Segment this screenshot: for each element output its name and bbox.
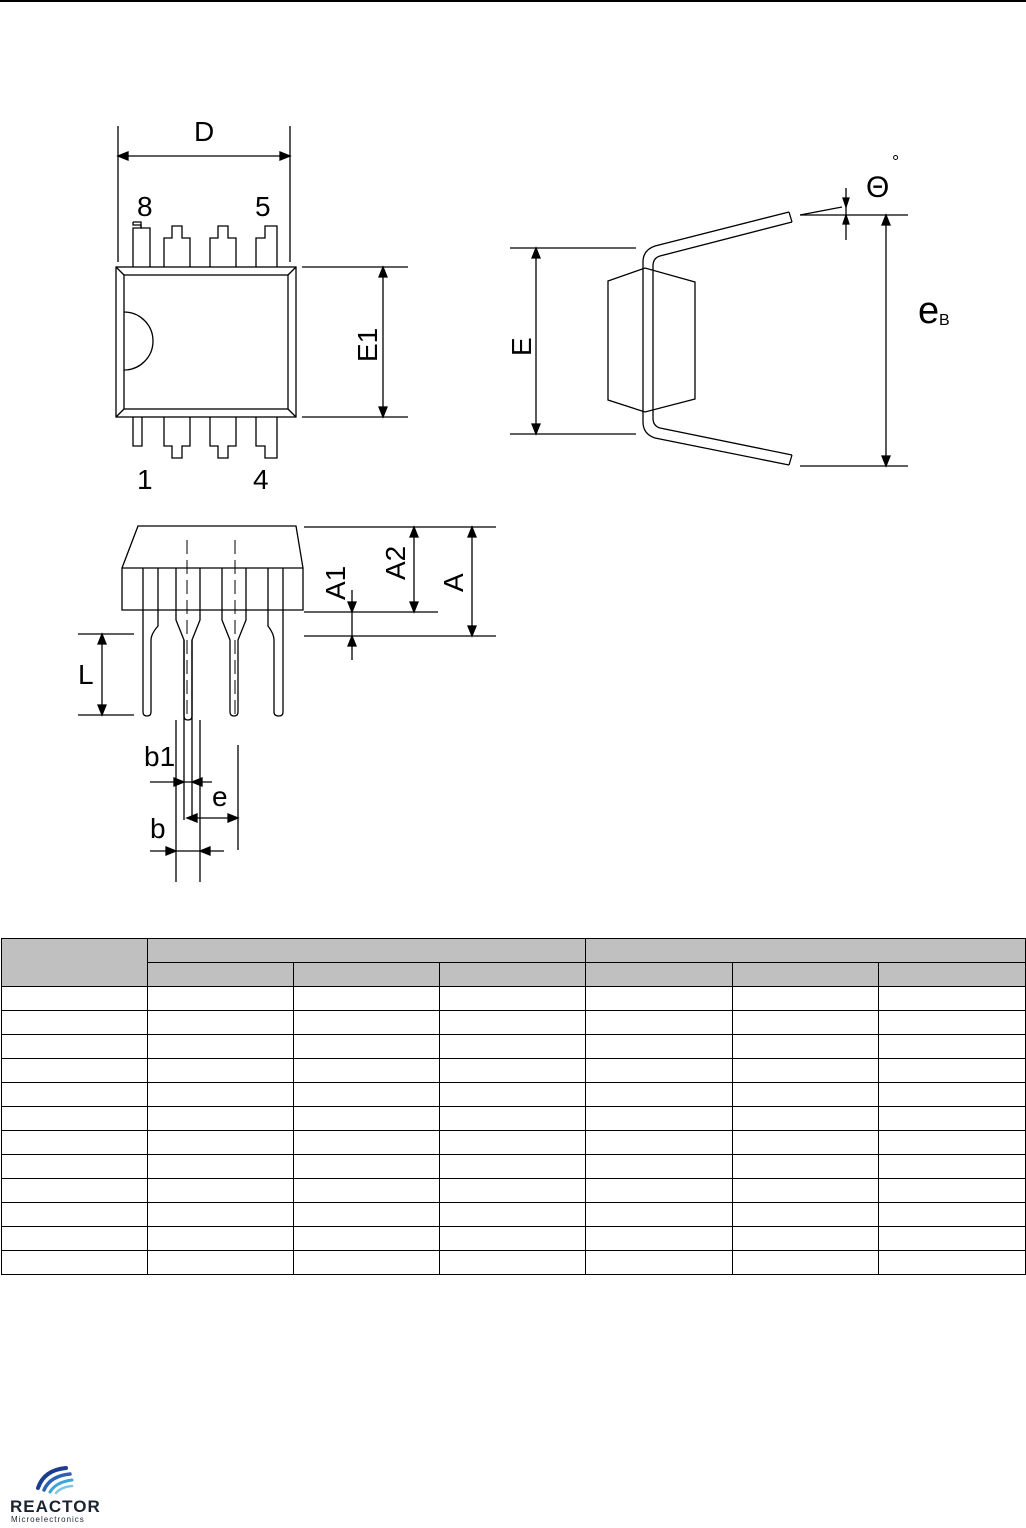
- value-cell: [440, 1179, 586, 1203]
- label-L: L: [78, 659, 94, 690]
- value-cell: [733, 1155, 879, 1179]
- table-body: [2, 987, 1026, 1275]
- label-A1: A1: [320, 565, 351, 600]
- value-cell: [148, 1011, 294, 1035]
- symbol-header: [2, 939, 148, 987]
- symbol-cell: [2, 1131, 148, 1155]
- symbol-cell: [2, 1179, 148, 1203]
- label-theta: Θ: [866, 171, 890, 204]
- label-A2: A2: [380, 545, 411, 580]
- sub-header: [879, 963, 1026, 987]
- value-cell: [440, 1227, 586, 1251]
- table-row: [2, 987, 1026, 1011]
- sub-header: [440, 963, 586, 987]
- value-cell: [440, 1059, 586, 1083]
- value-cell: [879, 1155, 1026, 1179]
- value-cell: [733, 1107, 879, 1131]
- symbol-cell: [2, 1203, 148, 1227]
- value-cell: [733, 1035, 879, 1059]
- value-cell: [148, 1203, 294, 1227]
- value-cell: [733, 1083, 879, 1107]
- value-cell: [148, 1083, 294, 1107]
- value-cell: [586, 1179, 733, 1203]
- label-pin-1: 1: [137, 464, 153, 495]
- label-E1: E1: [352, 327, 383, 362]
- value-cell: [148, 1179, 294, 1203]
- symbol-cell: [2, 1227, 148, 1251]
- sub-header: [294, 963, 440, 987]
- symbol-cell: [2, 1059, 148, 1083]
- table-row: [2, 1011, 1026, 1035]
- value-cell: [294, 1107, 440, 1131]
- value-cell: [294, 987, 440, 1011]
- value-cell: [148, 1107, 294, 1131]
- value-cell: [440, 1251, 586, 1275]
- value-cell: [733, 1203, 879, 1227]
- value-cell: [586, 1059, 733, 1083]
- label-pin-8: 8: [137, 191, 153, 222]
- table-row: [2, 1203, 1026, 1227]
- table-row: [2, 1035, 1026, 1059]
- label-pin-5: 5: [255, 191, 271, 222]
- table-row: [2, 1227, 1026, 1251]
- value-cell: [294, 1179, 440, 1203]
- table-row: [2, 1059, 1026, 1083]
- label-degree: °: [892, 152, 900, 172]
- symbol-cell: [2, 1011, 148, 1035]
- value-cell: [294, 1035, 440, 1059]
- value-cell: [294, 1251, 440, 1275]
- value-cell: [440, 1203, 586, 1227]
- value-cell: [148, 1131, 294, 1155]
- value-cell: [586, 1107, 733, 1131]
- value-cell: [148, 1035, 294, 1059]
- logo-name: REACTOR: [10, 1497, 101, 1516]
- value-cell: [148, 1155, 294, 1179]
- value-cell: [586, 1083, 733, 1107]
- value-cell: [879, 1083, 1026, 1107]
- top-view: [116, 126, 408, 458]
- table-row: [2, 1179, 1026, 1203]
- value-cell: [733, 1227, 879, 1251]
- side-view: [78, 526, 496, 882]
- value-cell: [440, 987, 586, 1011]
- value-cell: [879, 1011, 1026, 1035]
- logo-subtitle: Microelectronics: [11, 1515, 85, 1524]
- dimension-table: [1, 938, 1026, 1275]
- symbol-cell: [2, 987, 148, 1011]
- label-e: e: [212, 781, 228, 812]
- label-eB-subscript: B: [939, 312, 950, 329]
- symbol-cell: [2, 1083, 148, 1107]
- value-cell: [440, 1107, 586, 1131]
- symbol-cell: [2, 1251, 148, 1275]
- value-cell: [586, 1131, 733, 1155]
- label-b1: b1: [144, 741, 176, 772]
- value-cell: [586, 1251, 733, 1275]
- value-cell: [586, 1155, 733, 1179]
- value-cell: [148, 1251, 294, 1275]
- value-cell: [148, 1227, 294, 1251]
- value-cell: [586, 1035, 733, 1059]
- value-cell: [294, 1011, 440, 1035]
- logo-swoosh-icon: [38, 1468, 72, 1493]
- label-E: E: [506, 337, 537, 356]
- label-pin-4: 4: [253, 464, 269, 495]
- value-cell: [586, 1011, 733, 1035]
- table-row: [2, 1131, 1026, 1155]
- value-cell: [440, 1155, 586, 1179]
- label-A: A: [438, 573, 469, 592]
- table-row: [2, 1083, 1026, 1107]
- value-cell: [294, 1203, 440, 1227]
- sub-header: [586, 963, 733, 987]
- value-cell: [586, 1227, 733, 1251]
- value-cell: [294, 1155, 440, 1179]
- symbol-cell: [2, 1155, 148, 1179]
- table-row: [2, 1251, 1026, 1275]
- value-cell: [440, 1131, 586, 1155]
- group-header: [586, 939, 1026, 963]
- end-view: [510, 188, 908, 466]
- value-cell: [879, 1035, 1026, 1059]
- value-cell: [586, 1203, 733, 1227]
- value-cell: [586, 987, 733, 1011]
- value-cell: [294, 1059, 440, 1083]
- label-D: D: [194, 116, 215, 147]
- value-cell: [879, 1179, 1026, 1203]
- group-header: [148, 939, 586, 963]
- value-cell: [879, 1059, 1026, 1083]
- value-cell: [733, 987, 879, 1011]
- value-cell: [879, 1227, 1026, 1251]
- value-cell: [879, 1131, 1026, 1155]
- symbol-cell: [2, 1107, 148, 1131]
- table-row: [2, 1155, 1026, 1179]
- value-cell: [294, 1131, 440, 1155]
- company-logo: [10, 1462, 105, 1524]
- value-cell: [733, 1251, 879, 1275]
- value-cell: [733, 1131, 879, 1155]
- value-cell: [879, 1251, 1026, 1275]
- label-b: b: [150, 813, 166, 844]
- value-cell: [294, 1227, 440, 1251]
- label-eB: e: [918, 290, 940, 332]
- sub-header: [733, 963, 879, 987]
- value-cell: [294, 1083, 440, 1107]
- value-cell: [879, 1203, 1026, 1227]
- symbol-cell: [2, 1035, 148, 1059]
- value-cell: [879, 987, 1026, 1011]
- value-cell: [733, 1011, 879, 1035]
- value-cell: [148, 987, 294, 1011]
- value-cell: [440, 1011, 586, 1035]
- value-cell: [440, 1083, 586, 1107]
- value-cell: [440, 1035, 586, 1059]
- table-row: [2, 1107, 1026, 1131]
- value-cell: [148, 1059, 294, 1083]
- sub-header: [148, 963, 294, 987]
- value-cell: [733, 1179, 879, 1203]
- value-cell: [879, 1107, 1026, 1131]
- value-cell: [733, 1059, 879, 1083]
